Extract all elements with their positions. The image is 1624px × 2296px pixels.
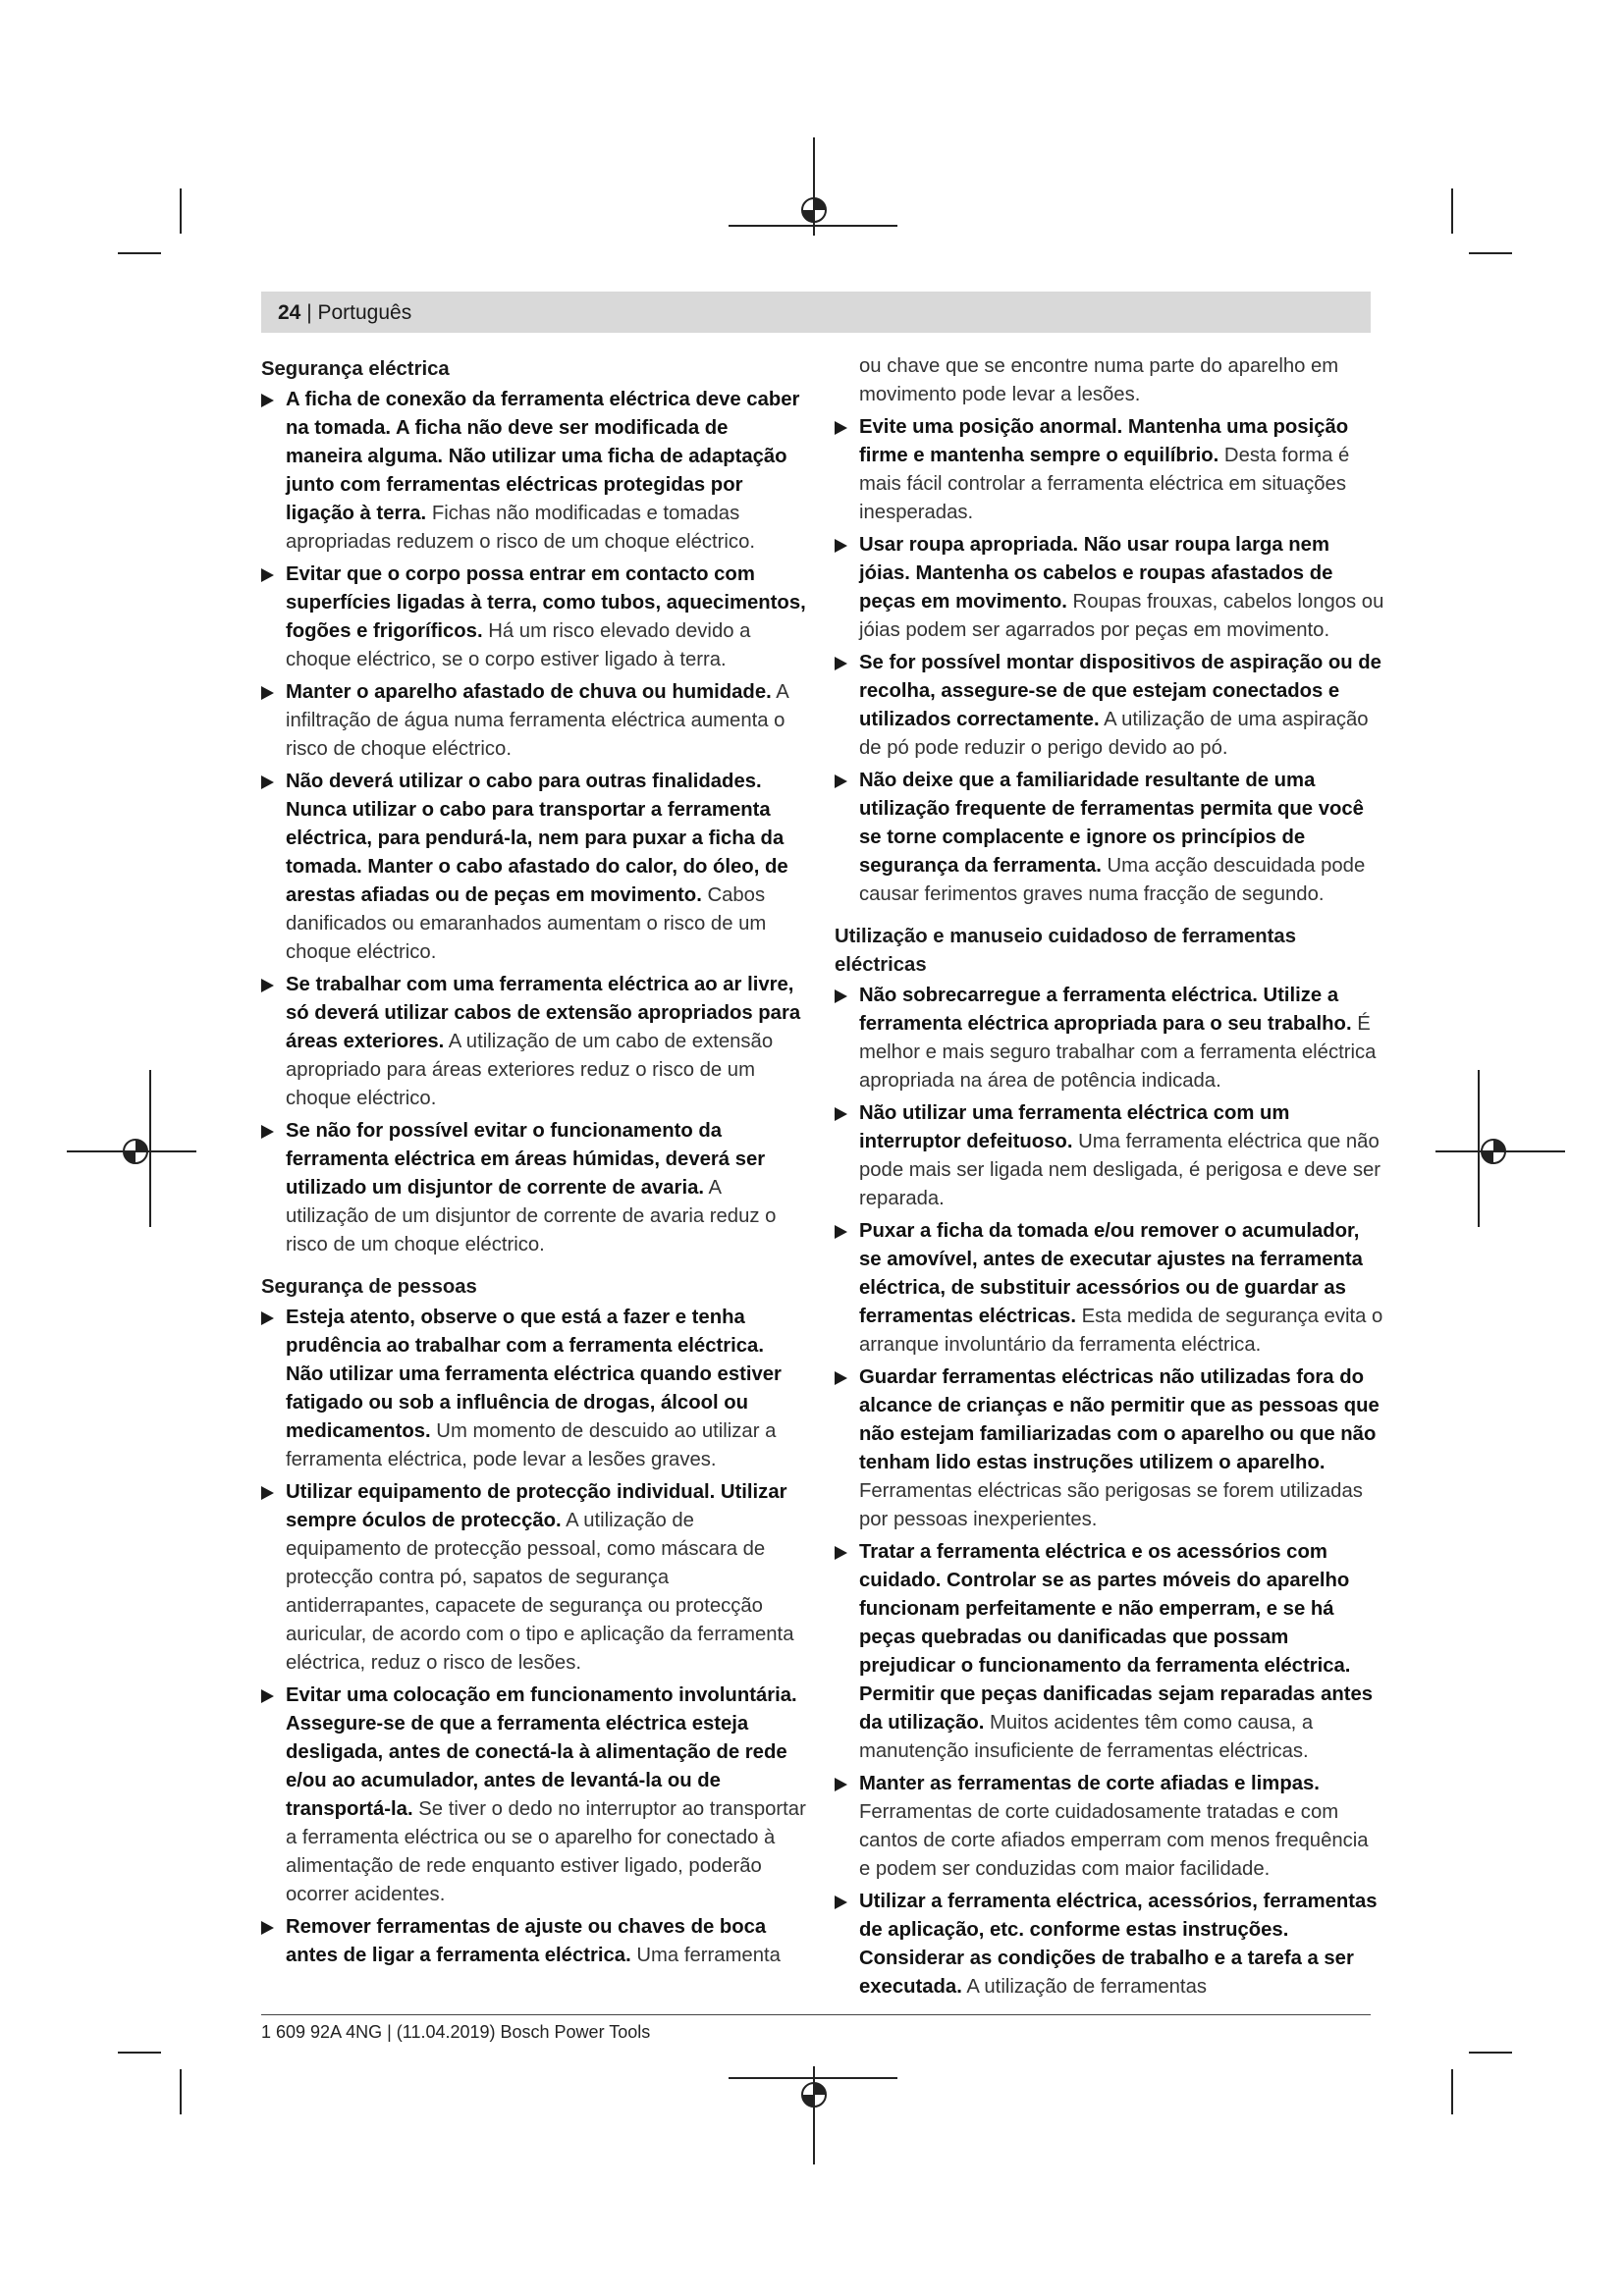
page-header-bar [261, 292, 1371, 333]
bullet-triangle-icon [835, 1371, 847, 1385]
item-instruction: Se for possível montar dispositivos de aspiração ou de recolha, assegure-se de que estejam conectados e utilizados correctamente. [859, 652, 1381, 730]
registration-target-icon [798, 194, 830, 226]
bullet-triangle-icon [835, 1778, 847, 1791]
list-item [261, 1304, 806, 1474]
item-explanation: Cabos danificados ou emaranhados aumentam o risco de um choque eléctrico. [286, 884, 767, 963]
item-explanation: Uma ferramenta eléctrica que não pode mais ser ligada nem desligada, é perigosa e deve ser reparada. [859, 1131, 1381, 1209]
item-explanation: Há um risco elevado devido a choque eléctrico, se o corpo estiver ligado à terra. [286, 620, 751, 670]
item-instruction: Evite uma posição anormal. Mantenha uma posição firme e mantenha sempre o equilíbrio. [859, 416, 1349, 466]
bullet-triangle-icon [835, 1225, 847, 1239]
bullet-triangle-icon [835, 774, 847, 788]
crop-mark [1451, 188, 1453, 234]
list-item [835, 1770, 1384, 1884]
item-explanation: Roupas frouxas, cabelos longos ou jóias podem ser agarrados por peças em movimento. [859, 591, 1384, 641]
bullet-triangle-icon [261, 394, 274, 407]
bullet-triangle-icon [835, 657, 847, 670]
bullet-triangle-icon [261, 979, 274, 992]
item-explanation: A infiltração de água numa ferramenta eléctrica aumenta o risco de choque eléctrico. [286, 681, 788, 760]
list-item [835, 1888, 1384, 2002]
item-explanation: Esta medida de segurança evita o arranque involuntário da ferramenta eléctrica. [859, 1306, 1383, 1356]
item-explanation: Um momento de descuido ao utilizar a ferramenta eléctrica, pode levar a lesões graves. [286, 1420, 777, 1470]
list-item [261, 1682, 806, 1909]
right-column [835, 352, 1384, 2005]
item-instruction: Remover ferramentas de ajuste ou chaves de boca antes de ligar a ferramenta eléctrica. [286, 1916, 767, 1966]
bullet-triangle-icon [261, 1311, 274, 1325]
footer-rule [261, 2014, 1371, 2015]
item-instruction: Não utilizar uma ferramenta eléctrica com um interruptor defeituoso. [859, 1102, 1290, 1152]
list-item [261, 971, 806, 1113]
list-item [835, 649, 1384, 763]
item-explanation: Muitos acidentes têm como causa, a manutenção insuficiente de ferramentas eléctricas. [859, 1712, 1314, 1762]
item-instruction: Não deverá utilizar o cabo para outras finalidades. Nunca utilizar o cabo para transportar a ferramenta eléctrica, para pendurá-la, nem para puxar a ficha da tomada. Manter o cabo afastado do calor, do óleo, de arestas afiadas ou de peças em movimento. [286, 771, 788, 906]
list-item [835, 982, 1384, 1095]
item-instruction: Utilizar a ferramenta eléctrica, acessórios, ferramentas de aplicação, etc. conforme estas instruções. Considerar as condições de trabalho e a tarefa a ser executada. [859, 1891, 1378, 1998]
crop-mark [180, 2069, 182, 2114]
registration-target-icon [1478, 1136, 1509, 1167]
section-title: Utilização e manuseio cuidadoso de ferramentas eléctricas [835, 926, 1296, 976]
item-instruction: Não deixe que a familiaridade resultante de uma utilização frequente de ferramentas permita que você se torne complacente e ignore os princípios de segurança da ferramenta. [859, 770, 1364, 877]
bullet-triangle-icon [261, 568, 274, 582]
list-item [835, 1538, 1384, 1766]
page-header: 24 | Português [278, 301, 412, 324]
list-item [261, 768, 806, 967]
item-explanation: Uma acção descuidada pode causar ferimentos graves numa fracção de segundo. [859, 855, 1366, 905]
list-item [835, 413, 1384, 527]
item-instruction: Se não for possível evitar o funcionamento da ferramenta eléctrica em áreas húmidas, deverá ser utilizado um disjuntor de corrente de avaria. [286, 1120, 766, 1199]
list-item [261, 678, 806, 764]
bullet-triangle-icon [835, 1896, 847, 1909]
item-explanation: Desta forma é mais fácil controlar a ferramenta eléctrica em situações inesperadas. [859, 445, 1350, 523]
item-explanation: A utilização de equipamento de protecção pessoal, como máscara de protecção contra pó, sapatos de segurança antiderrapantes, capacete de segurança ou protecção auricular, de acordo com o tipo e aplicação da ferramenta eléctrica, reduz o risco de lesões. [286, 1510, 794, 1674]
left-column [261, 355, 806, 1974]
crop-mark [1469, 2052, 1512, 2054]
item-instruction: Esteja atento, observe o que está a fazer e tenha prudência ao trabalhar com a ferramenta eléctrica. Não utilizar uma ferramenta eléctrica quando estiver fatigado ou sob a influência de drogas, álcool ou medicamentos. [286, 1307, 782, 1442]
item-instruction: Se trabalhar com uma ferramenta eléctrica ao ar livre, só deverá utilizar cabos de extensão apropriados para áreas exteriores. [286, 974, 801, 1052]
bullet-triangle-icon [835, 989, 847, 1003]
item-instruction: Manter o aparelho afastado de chuva ou humidade. [286, 681, 772, 703]
item-explanation: Uma ferramenta [636, 1945, 781, 1966]
bullet-triangle-icon [261, 1921, 274, 1935]
item-instruction: Tratar a ferramenta eléctrica e os acessórios com cuidado. Controlar se as partes móveis do aparelho funcionam perfeitamente e não emperram, e se há peças quebradas ou danificadas que possam prejudicar o funcionamento da ferramenta eléctrica. Permitir que peças danificadas sejam reparadas antes da utilização. [859, 1541, 1374, 1734]
item-instruction: Evitar uma colocação em funcionamento involuntária. Assegure-se de que a ferramenta eléctrica esteja desligada, antes de conectá-la à alimentação de rede e/ou ao acumulador, antes de levantá-la ou de transportá-la. [286, 1684, 797, 1820]
list-item [835, 531, 1384, 645]
item-explanation: Se tiver o dedo no interruptor ao transportar a ferramenta eléctrica ou se o aparelho for conectado à alimentação de rede enquanto estiver ligado, poderão ocorrer acidentes. [286, 1798, 806, 1905]
crop-mark [1469, 252, 1512, 254]
page-number: 24 [278, 301, 301, 324]
item-instruction: Puxar a ficha da tomada e/ou remover o acumulador, se amovível, antes de executar ajustes na ferramenta eléctrica, de substituir acessórios ou de guardar as ferramentas eléctricas. [859, 1220, 1363, 1327]
item-instruction: Utilizar equipamento de protecção individual. Utilizar sempre óculos de protecção. [286, 1481, 787, 1531]
item-instruction: Manter as ferramentas de corte afiadas e limpas. [859, 1773, 1320, 1794]
bullet-triangle-icon [261, 1689, 274, 1703]
list-item [261, 1117, 806, 1259]
bullet-triangle-icon [835, 1546, 847, 1560]
crop-mark [1451, 2069, 1453, 2114]
list-item [261, 1913, 806, 1970]
list-item [835, 767, 1384, 909]
crop-mark [118, 252, 161, 254]
crop-mark [180, 188, 182, 234]
list-item [261, 561, 806, 674]
bullet-triangle-icon [835, 1107, 847, 1121]
list-item [835, 1099, 1384, 1213]
item-instruction: Evitar que o corpo possa entrar em contacto com superfícies ligadas à terra, como tubos, aquecimentos, fogões e frigoríficos. [286, 563, 806, 642]
list-item [261, 386, 806, 557]
continuation-text: ou chave que se encontre numa parte do aparelho em movimento pode levar a lesões. [859, 355, 1339, 405]
item-instruction: Guardar ferramentas eléctricas não utilizadas fora do alcance de crianças e não permitir que as pessoas que não estejam familiarizadas com o aparelho ou que não tenham lido estas instruções utilizem o aparelho. [859, 1366, 1380, 1473]
registration-target-icon [120, 1136, 151, 1167]
crop-mark [118, 2052, 161, 2054]
item-explanation: É melhor e mais seguro trabalhar com a ferramenta eléctrica apropriada na área de potência indicada. [859, 1013, 1377, 1092]
item-explanation: A utilização de um cabo de extensão apropriado para áreas exteriores reduz o risco de um choque eléctrico. [286, 1031, 774, 1109]
item-instruction: Não sobrecarregue a ferramenta eléctrica. Utilize a ferramenta eléctrica apropriada para o seu trabalho. [859, 985, 1352, 1035]
section-title: Segurança eléctrica [261, 358, 450, 380]
section-title: Segurança de pessoas [261, 1276, 477, 1298]
bullet-triangle-icon [261, 775, 274, 789]
item-explanation: Ferramentas de corte cuidadosamente tratadas e com cantos de corte afiados emperram com menos frequência e podem ser conduzidas com maior facilidade. [859, 1801, 1369, 1880]
registration-target-icon [798, 2079, 830, 2110]
item-explanation: Fichas não modificadas e tomadas apropriadas reduzem o risco de um choque eléctrico. [286, 503, 755, 553]
bullet-triangle-icon [261, 1486, 274, 1500]
item-explanation: A utilização de uma aspiração de pó pode reduzir o perigo devido ao pó. [859, 709, 1369, 759]
item-explanation: Ferramentas eléctricas são perigosas se forem utilizadas por pessoas inexperientes. [859, 1480, 1363, 1530]
list-item [835, 1217, 1384, 1360]
bullet-triangle-icon [261, 686, 274, 700]
page-language: Português [317, 301, 412, 324]
list-item [261, 1478, 806, 1678]
item-explanation: A utilização de ferramentas [966, 1976, 1207, 1998]
list-item [835, 1363, 1384, 1534]
item-instruction: Usar roupa apropriada. Não usar roupa larga nem jóias. Mantenha os cabelos e roupas afastados de peças em movimento. [859, 534, 1333, 613]
bullet-triangle-icon [835, 539, 847, 553]
bullet-triangle-icon [261, 1125, 274, 1139]
page-footer: 1 609 92A 4NG | (11.04.2019) Bosch Power Tools [261, 2022, 651, 2042]
bullet-triangle-icon [835, 421, 847, 435]
item-explanation: A utilização de um disjuntor de corrente de avaria reduz o risco de um choque eléctrico. [286, 1177, 777, 1255]
item-instruction: A ficha de conexão da ferramenta eléctrica deve caber na tomada. A ficha não deve ser modificada de maneira alguma. Não utilizar uma ficha de adaptação junto com ferramentas eléctricas protegidas por ligação à terra. [286, 389, 800, 524]
